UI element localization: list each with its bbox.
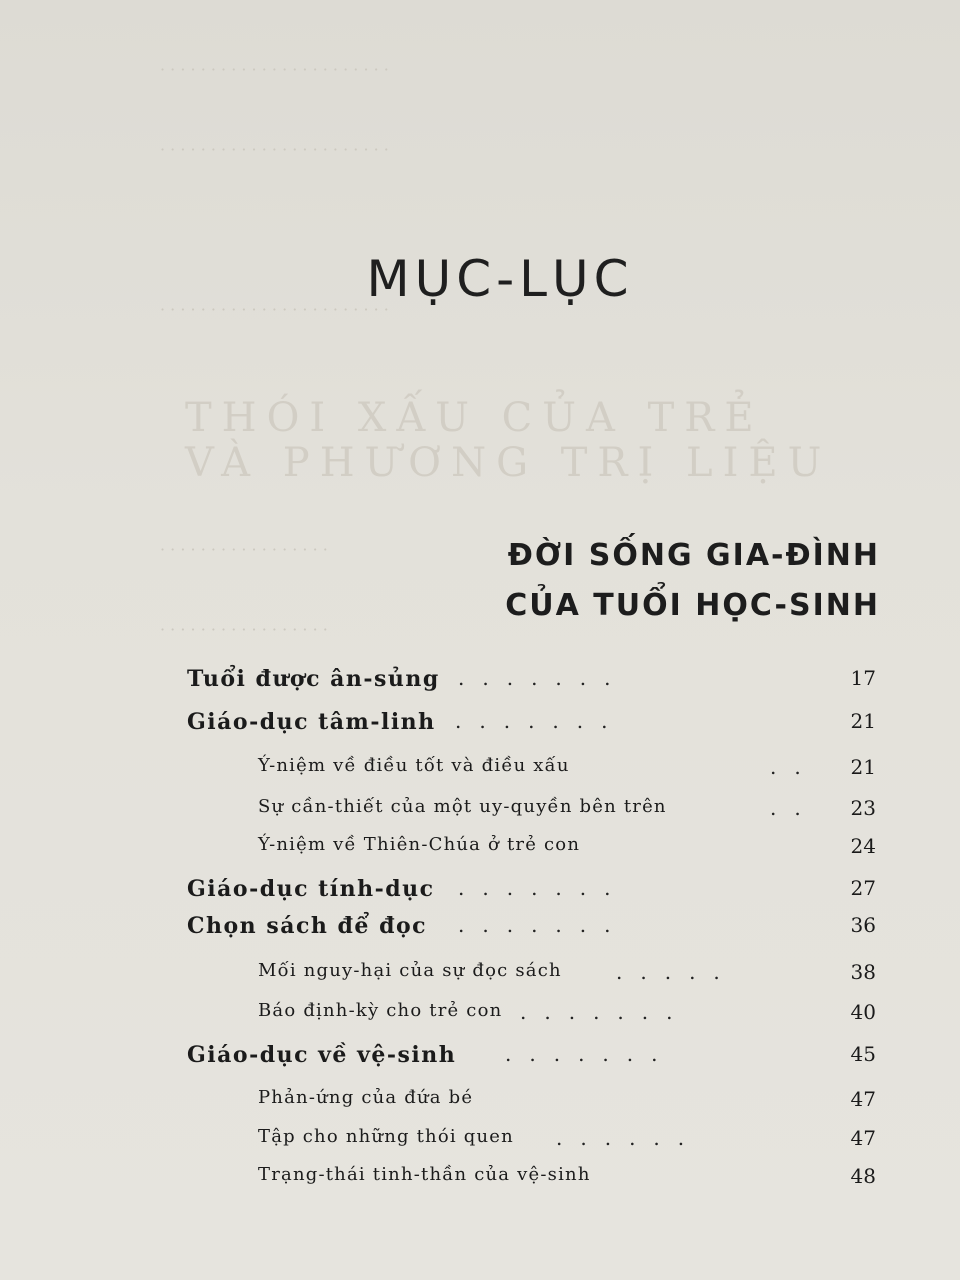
show-through-line: · · · · · · · · · · · · · · · · · · · · · · ·: [160, 300, 389, 319]
leader-dots: .......: [455, 709, 626, 733]
toc-subentry: [0, 1164, 960, 1204]
toc-entry-page: 23: [850, 796, 876, 820]
toc-entry-title: Mối nguy-hại của sự đọc sách: [258, 960, 562, 981]
toc-entry-title: Giáo-dục tính-dục: [187, 876, 435, 902]
toc-entry-page: 48: [850, 1164, 876, 1188]
toc-entry: [0, 666, 960, 706]
toc-entry-title: Báo định-kỳ cho trẻ con: [258, 1000, 503, 1021]
toc-entry-page: 21: [850, 755, 876, 779]
leader-dots: ..: [770, 755, 819, 779]
toc-entry-title: Ý-niệm về Thiên-Chúa ở trẻ con: [258, 834, 581, 855]
leader-dots: .......: [520, 1000, 691, 1024]
toc-entry-title: Giáo-dục về vệ-sinh: [187, 1042, 457, 1068]
leader-dots: .......: [458, 913, 629, 937]
toc-entry-page: 27: [850, 876, 876, 900]
toc-entry-page: 36: [850, 913, 876, 937]
leader-dots: ..: [770, 796, 819, 820]
toc-subentry: [0, 755, 960, 795]
toc-entry: [0, 913, 960, 953]
toc-entry-page: 45: [850, 1042, 876, 1066]
toc-entry: [0, 709, 960, 749]
show-through-line: · · · · · · · · · · · · · · · · · · · · · · ·: [160, 140, 389, 159]
section-heading-line1: ĐỜI SỐNG GIA-ĐÌNH: [507, 538, 880, 573]
toc-entry-page: 24: [850, 834, 876, 858]
toc-entry-title: Sự cần-thiết của một uy-quyền bên trên: [258, 796, 667, 817]
toc-entry-page: 40: [850, 1000, 876, 1024]
show-through-line: · · · · · · · · · · · · · · · · ·: [160, 540, 328, 559]
leader-dots: .......: [458, 876, 629, 900]
show-through-line: · · · · · · · · · · · · · · · · · · · · · · ·: [160, 60, 389, 79]
toc-entry: [0, 1042, 960, 1082]
page-title: MỤC-LỤC: [366, 250, 634, 308]
toc-entry-page: 47: [850, 1087, 876, 1111]
leader-dots: .....: [616, 960, 738, 984]
toc-entry-title: Giáo-dục tâm-linh: [187, 709, 436, 735]
toc-entry-title: Tuổi được ân-sủng: [187, 666, 440, 692]
toc-entry: [0, 876, 960, 916]
toc-entry-title: Trạng-thái tinh-thần của vệ-sinh: [258, 1164, 591, 1185]
toc-entry-page: 17: [850, 666, 876, 690]
toc-subentry: [0, 1126, 960, 1166]
toc-entry-page: 38: [850, 960, 876, 984]
show-through-line: · · · · · · · · · · · · · · · · ·: [160, 620, 328, 639]
toc-subentry: [0, 1087, 960, 1127]
toc-subentry: [0, 960, 960, 1000]
toc-subentry: [0, 1000, 960, 1040]
show-through-heading-2: VÀ PHƯƠNG TRỊ LIỆU: [185, 440, 832, 486]
leader-dots: .......: [458, 666, 629, 690]
toc-entry-title: Tập cho những thói quen: [258, 1126, 514, 1147]
toc-entry-title: Phản-ứng của đứa bé: [258, 1087, 474, 1108]
toc-entry-title: Chọn sách để đọc: [187, 913, 428, 939]
section-heading-line2: CỦA TUỔI HỌC-SINH: [505, 588, 880, 623]
toc-subentry: [0, 834, 960, 874]
toc-entry-page: 21: [850, 709, 876, 733]
toc-entry-page: 47: [850, 1126, 876, 1150]
toc-subentry: [0, 796, 960, 836]
leader-dots: ......: [556, 1126, 703, 1150]
show-through-heading: THÓI XẤU CỦA TRẺ: [185, 395, 764, 441]
leader-dots: .......: [505, 1042, 676, 1066]
toc-entry-title: Ý-niệm về điều tốt và điều xấu: [258, 755, 570, 776]
